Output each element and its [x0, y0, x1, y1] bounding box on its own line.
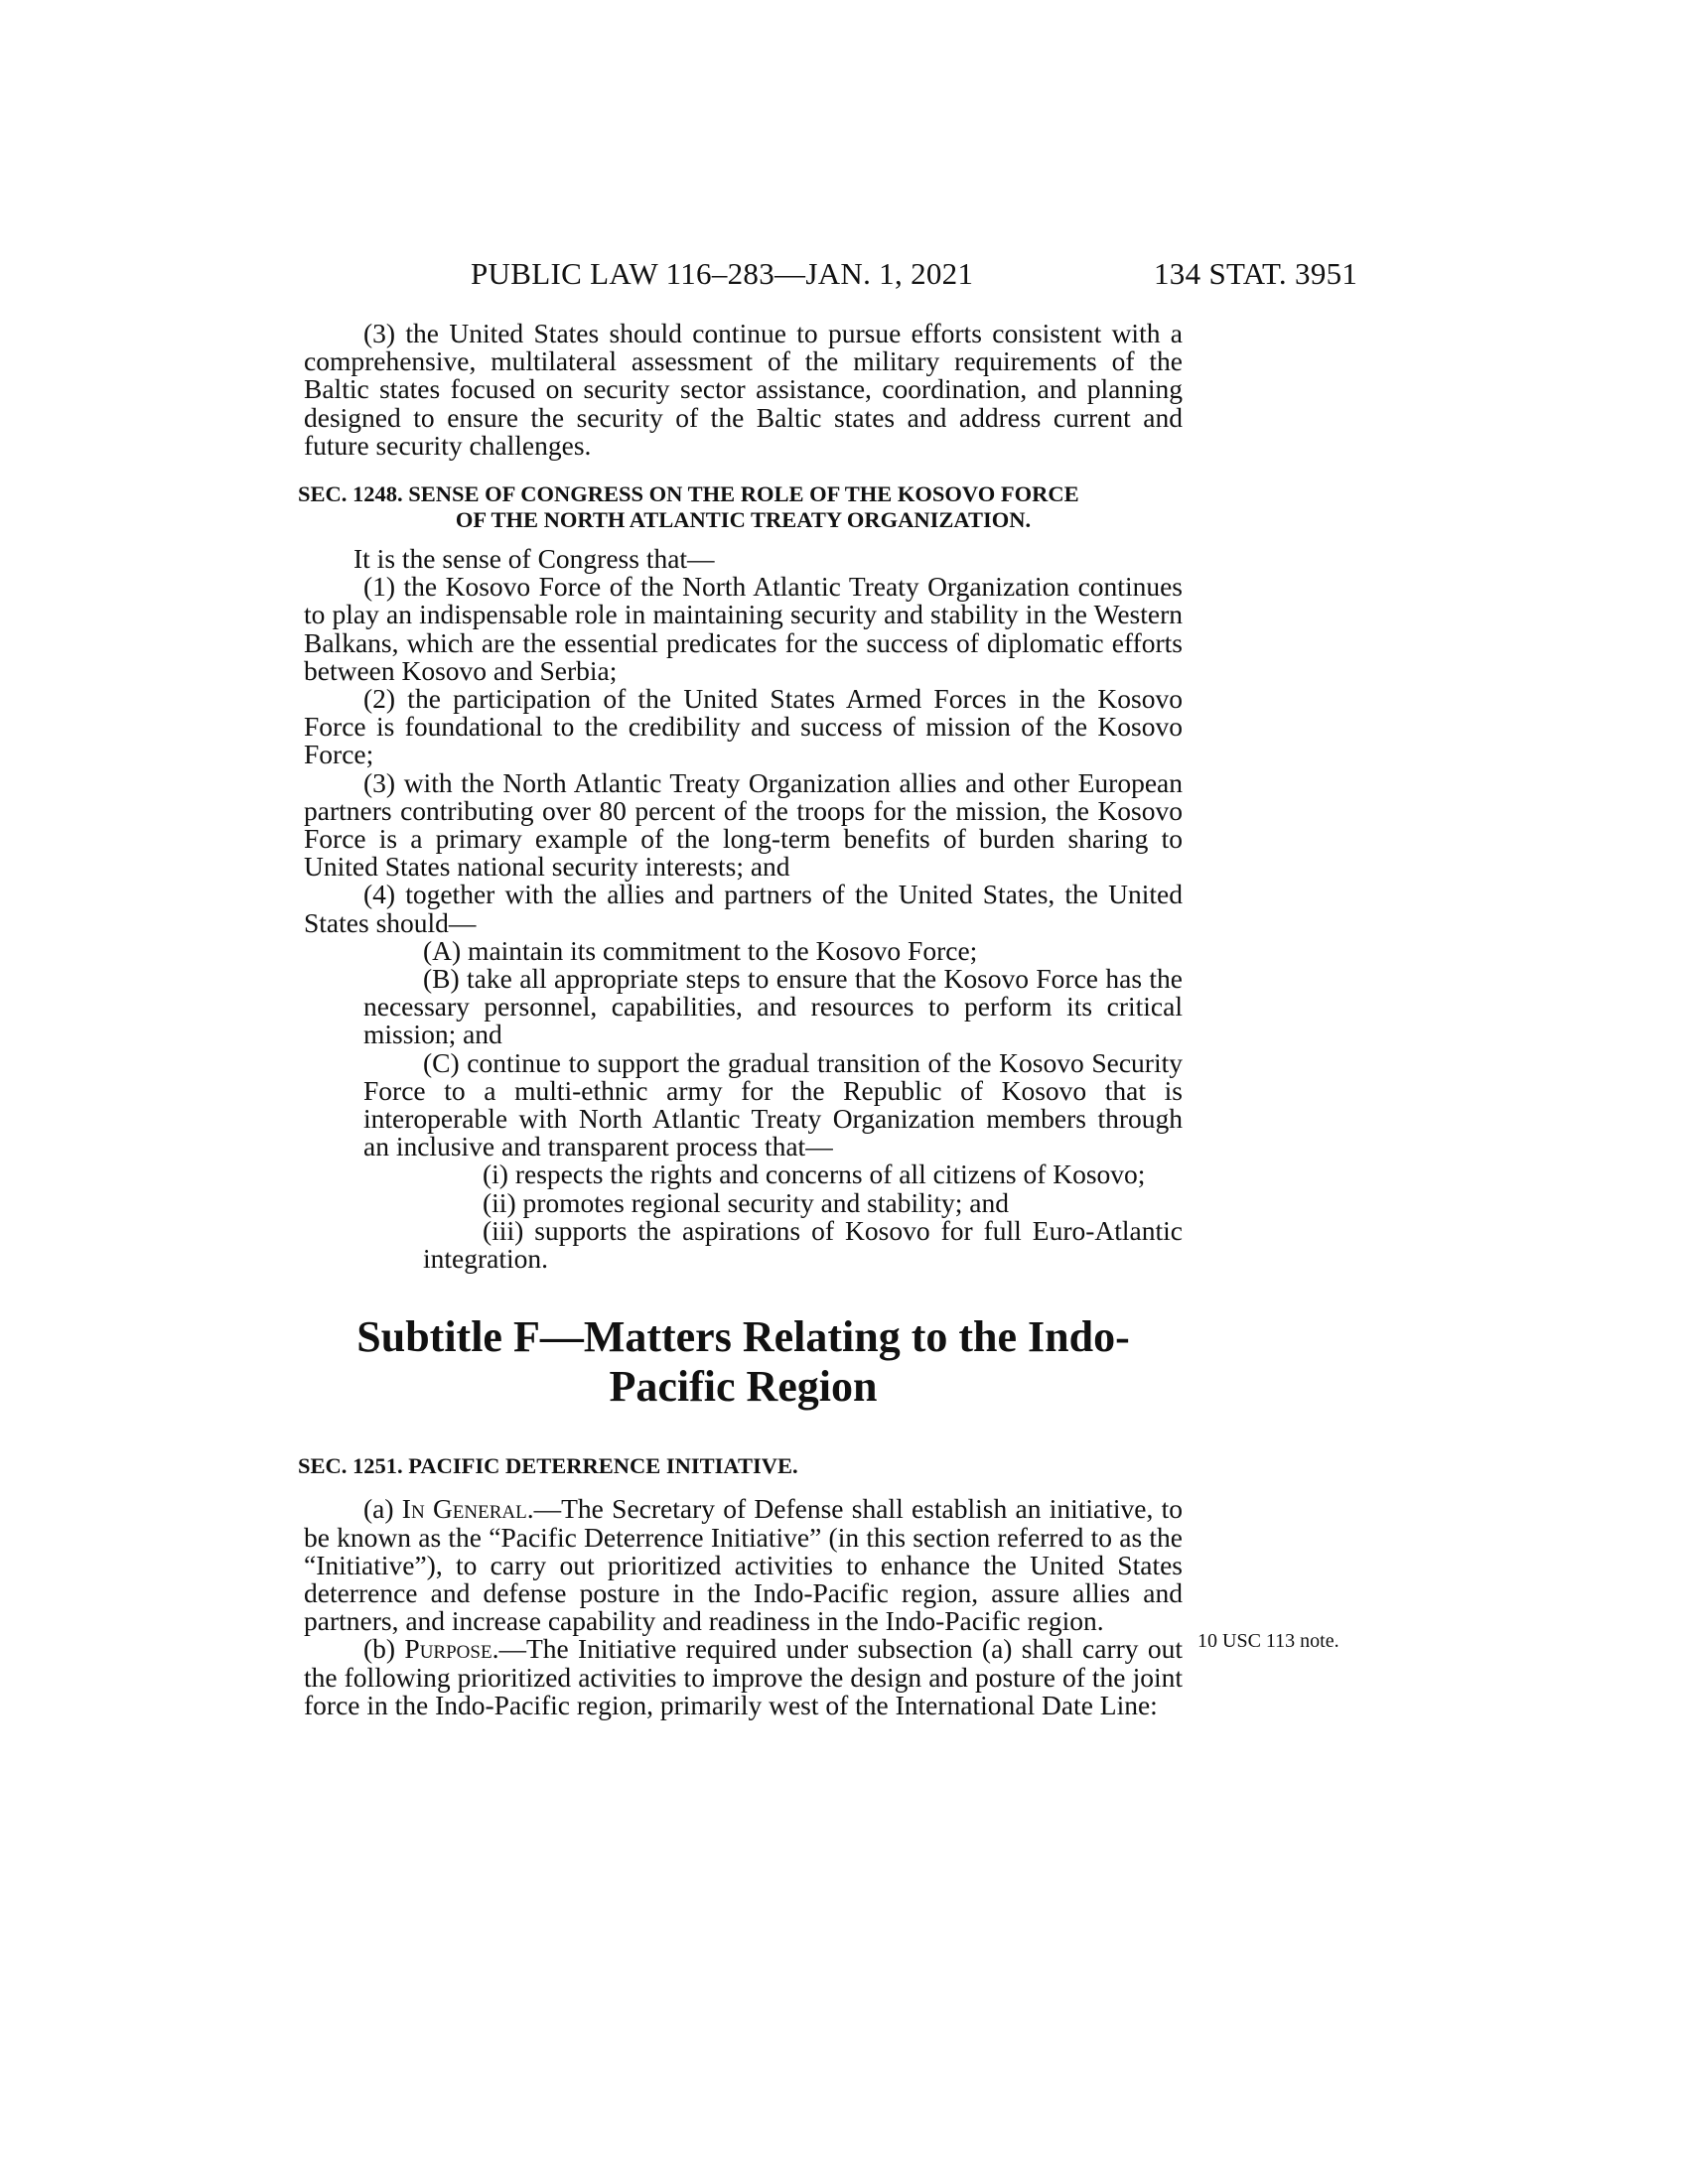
- page-header: [0, 256, 1688, 300]
- section-heading-line2: OF THE NORTH ATLANTIC TREATY ORGANIZATION.: [455, 507, 1032, 533]
- subsection-b-label: (b): [363, 1633, 405, 1665]
- clause-ii: (ii) promotes regional security and stability; and: [483, 1186, 1010, 1218]
- subparagraph-b: (B) take all appropriate steps to ensure that the Kosovo Force has the necessary personnel, capabilities, and resources to perform its critical mission; and: [363, 963, 1183, 1050]
- subsection-a-caption: In General: [401, 1493, 527, 1525]
- subsection-b-text: .—The Initiative required under subsection (a) shall carry out the following prioritized activities to improve the design and posture of the joint force in the Indo-Pacific region, primarily west of the International Date Line:: [304, 1633, 1183, 1720]
- section-1251-heading-text: SEC. 1251. PACIFIC DETERRENCE INITIATIVE.: [298, 1453, 798, 1479]
- subsection-a-label: (a): [363, 1493, 402, 1525]
- document-body: [298, 318, 1183, 1720]
- paragraph-3-baltic: (3) the United States should continue to pursue efforts consistent with a comprehensive, multilateral assessment of the military requirements of the Baltic states focused on security sector assistance, coordination, and planning designed to ensure the security of the Baltic states and address current and future security challenges.: [304, 318, 1183, 461]
- clause-i: (i) respects the rights and concerns of all citizens of Kosovo;: [483, 1159, 1146, 1190]
- subtitle-heading: [304, 1312, 1183, 1412]
- section-1251-heading: [298, 1453, 1183, 1479]
- subtitle-line2: Pacific Region: [609, 1362, 878, 1412]
- paragraph-3: (3) with the North Atlantic Treaty Organization allies and other European partners contributing over 80 percent of the troops for the mission, the Kosovo Force is a primary example of the long-term benefits of burden sharing to United States national security interests; and: [304, 766, 1183, 883]
- subsection-a-text: .—The Secretary of Defense shall establish an initiative, to be known as the “Pacific Deterrence Initiative” (in this section referred to as the “Initiative”), to carry out prioritized activities to enhance the United States deterrence and defense posture in the Indo-Pacific region, assure allies and partners, and increase capability and readiness in the Indo-Pacific region.: [304, 1493, 1183, 1637]
- header-stat-page: 134 STAT. 3951: [1154, 256, 1358, 291]
- paragraph-2: (2) the participation of the United States Armed Forces in the Kosovo Force is foundational to the credibility and success of mission of the Kosovo Force;: [304, 683, 1183, 770]
- clause-iii: (iii) supports the aspirations of Kosovo for full Euro-Atlantic integration.: [423, 1214, 1183, 1275]
- section-heading-line1: SEC. 1248. SENSE OF CONGRESS ON THE ROLE OF THE KOSOVO FORCE: [298, 481, 1079, 507]
- section-intro: It is the sense of Congress that—: [353, 543, 715, 575]
- section-1248-heading: [298, 481, 1189, 533]
- subparagraph-c: (C) continue to support the gradual transition of the Kosovo Security Force to a multi-ethnic army for the Republic of Kosovo that is interoperable with North Atlantic Treaty Organization members through an inclusive and transparent process that—: [363, 1046, 1183, 1162]
- subsection-b-caption: Purpose: [404, 1633, 492, 1665]
- subsection-b: [304, 1635, 1183, 1719]
- subtitle-line1: Subtitle F—Matters Relating to the Indo-: [356, 1312, 1130, 1362]
- subparagraph-a: (A) maintain its commitment to the Kosovo Force;: [423, 934, 978, 966]
- paragraph-1: (1) the Kosovo Force of the North Atlantic Treaty Organization continues to play an indispensable role in maintaining security and stability in the Western Balkans, which are the essential predicates for the success of diplomatic efforts between Kosovo and Serbia;: [304, 571, 1183, 686]
- margin-sidenote: 10 USC 113 note.: [1197, 1630, 1339, 1652]
- header-title: PUBLIC LAW 116–283—JAN. 1, 2021: [471, 256, 974, 291]
- paragraph-4: (4) together with the allies and partners of the United States, the United States should—: [304, 879, 1183, 938]
- subsection-a: [304, 1495, 1183, 1635]
